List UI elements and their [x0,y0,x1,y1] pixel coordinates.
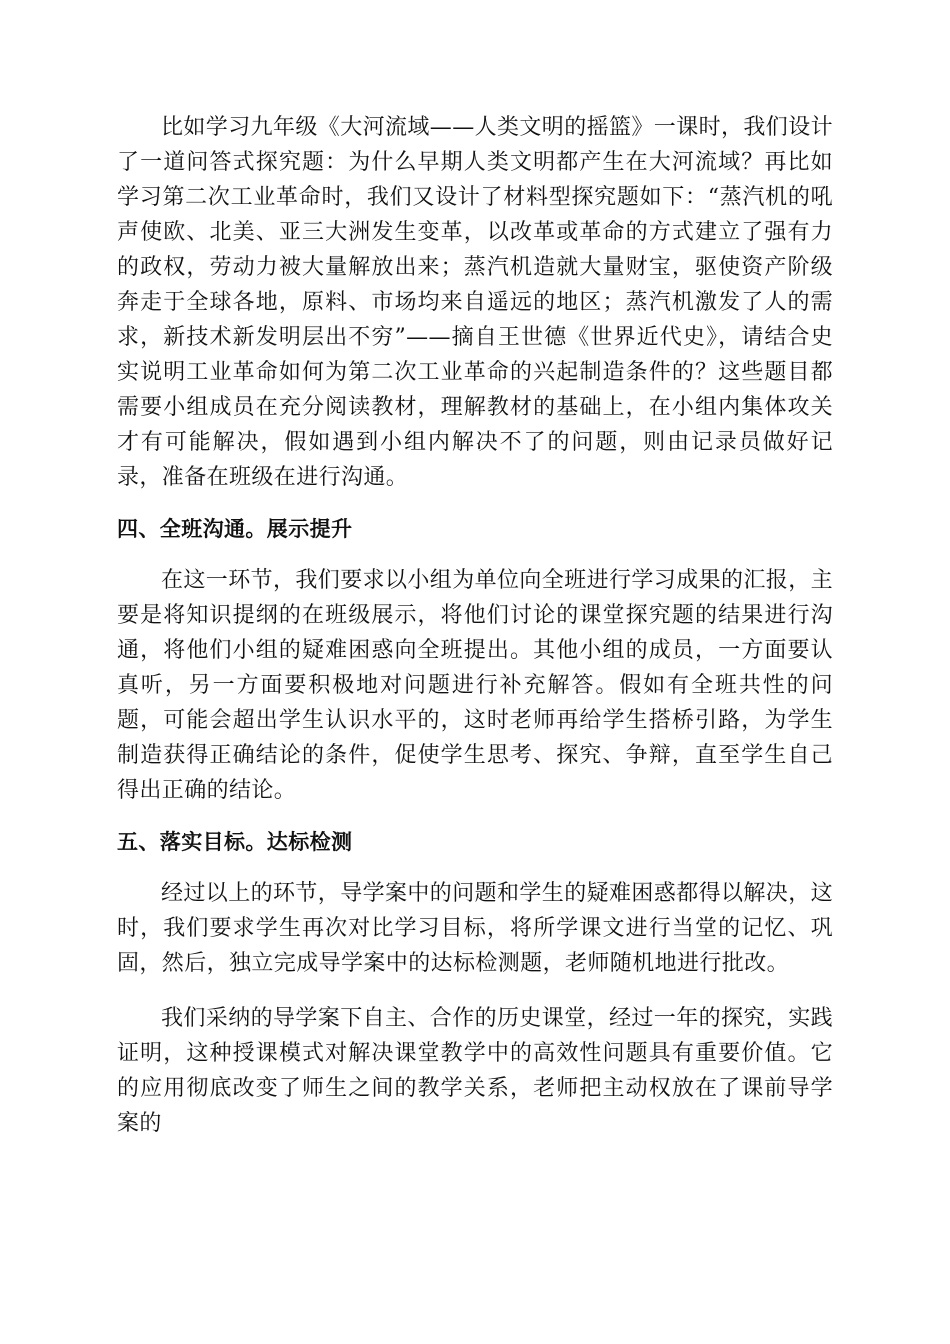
paragraph-target-check: 经过以上的环节，导学案中的问题和学生的疑难困惑都得以解决，这时，我们要求学生再次对比学习目标，将所学课文进行当堂的记忆、巩固，然后，独立完成导学案中的达标检测题，老师随机地进行批改。 [117,881,834,976]
section-heading-5: 五、落实目标。达标检测 [117,830,353,854]
paragraph-inquiry-examples: 比如学习九年级《大河流域——人类文明的摇篮》一课时，我们设计了一道问答式探究题：为什么早期人类文明都产生在大河流域？再比如学习第二次工业革命时，我们又设计了材料型探究题如下：“蒸汽机的吼声使欧、北美、亚三大洲发生变革，以改革或革命的方式建立了强有力的政权，劳动力被大量解放出来；蒸汽机造就大量财宝，驱使资产阶级奔走于全球各地，原料、市场均来自遥远的地区；蒸汽机激发了人的需求，新技术新发明层出不穷”——摘自王世德《世界近代史》，请结合史实说明工业革命如何为第二次工业革命的兴起制造条件的？这些题目都需要小组成员在充分阅读教材，理解教材的基础上，在小组内集体攻关才有可能解决，假如遇到小组内解决不了的问题，则由记录员做好记录，准备在班级在进行沟通。 [117,115,834,490]
document-body [117,110,833,1141]
section-heading-4: 四、全班沟通。展示提升 [117,517,353,541]
paragraph-conclusion: 我们采纳的导学案下自主、合作的历史课堂，经过一年的探究，实践证明，这种授课模式对解决课堂教学中的高效性问题具有重要价值。它的应用彻底改变了师生之间的教学关系，老师把主动权放在了课前导学案的 [117,1006,834,1136]
paragraph-class-communication: 在这一环节，我们要求以小组为单位向全班进行学习成果的汇报，主要是将知识提纲的在班级展示，将他们讨论的课堂探究题的结果进行沟通，将他们小组的疑难困惑向全班提出。其他小组的成员，一方面要认真听，另一方面要积极地对问题进行补充解答。假如有全班共性的问题，可能会超出学生认识水平的，这时老师再给学生搭桥引路，为学生制造获得正确结论的条件，促使学生思考、探究、争辩，直至学生自己得出正确的结论。 [117,568,834,803]
